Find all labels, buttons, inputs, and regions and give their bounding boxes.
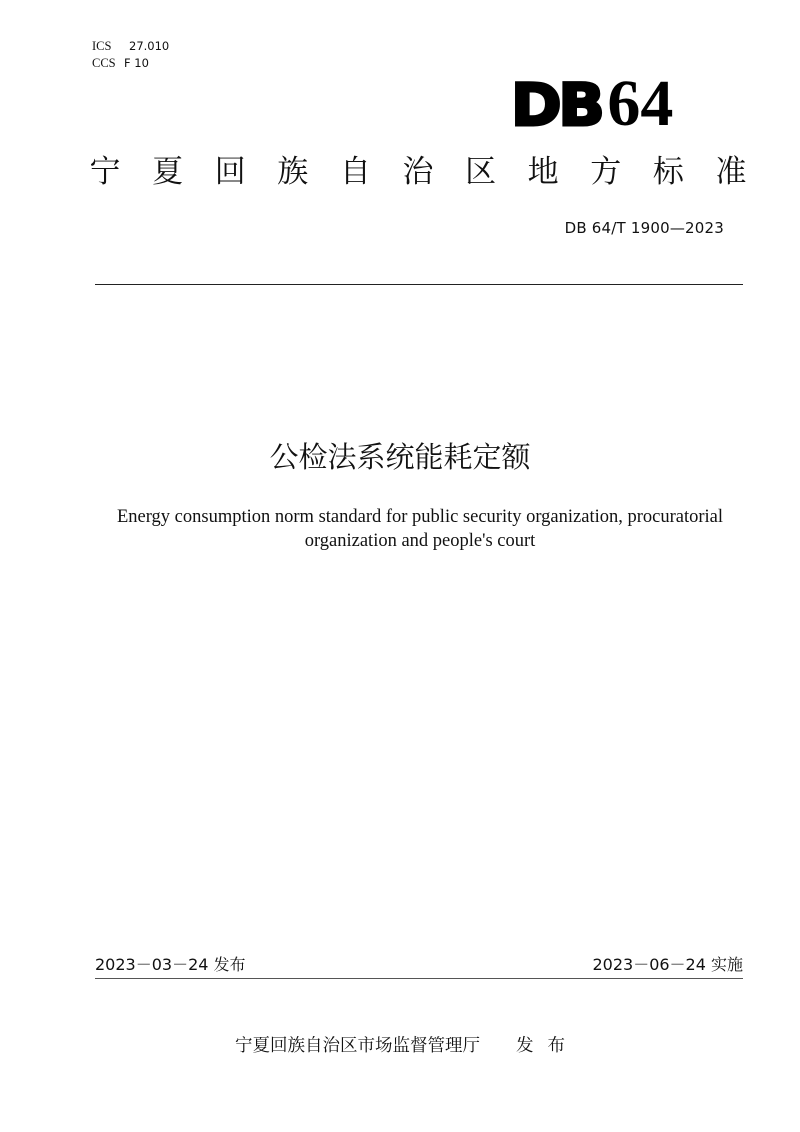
db64-logo: [511, 67, 674, 140]
ccs-value: F 10: [124, 56, 149, 70]
issuer-line: [0, 1034, 800, 1058]
ics-label: ICS: [92, 39, 112, 53]
issuer-action-char: 布: [547, 1036, 565, 1056]
classification-block: [92, 38, 169, 72]
title-char: 地: [527, 154, 559, 190]
title-char: 族: [277, 154, 309, 190]
logo-prefix: DB: [511, 71, 602, 139]
title-char: 准: [715, 154, 747, 190]
title-char: 方: [590, 154, 622, 190]
publish-date: 2023－03－24 发布: [95, 955, 246, 974]
title-char: 区: [465, 154, 497, 190]
ccs-row: [92, 55, 169, 72]
title-char: 治: [402, 154, 434, 190]
dates-row: [95, 954, 743, 976]
ics-row: [92, 38, 169, 55]
title-char: 宁: [89, 154, 121, 190]
ccs-label: CCS: [92, 56, 116, 70]
title-char: 自: [339, 154, 371, 190]
implement-date: 2023－06－24 实施: [592, 955, 743, 974]
title-char: 回: [214, 154, 246, 190]
header-divider: [95, 284, 743, 285]
document-title-cn: 公检法系统能耗定额: [269, 440, 531, 474]
ics-value: 27.010: [129, 39, 170, 53]
logo-number: 64: [607, 67, 674, 140]
standard-type-title: [88, 152, 748, 192]
title-char: 夏: [152, 154, 184, 190]
issuer-action: [516, 1036, 565, 1056]
footer-divider: [95, 978, 743, 979]
standard-code: DB 64/T 1900—2023: [564, 219, 724, 237]
document-title-en: Energy consumption norm standard for public security organization, procuratorial organization and people's court: [116, 507, 724, 551]
title-char: 标: [652, 154, 684, 190]
issuer-action-char: 发: [516, 1036, 534, 1056]
issuer-name: 宁夏回族自治区市场监督管理厅: [235, 1036, 480, 1056]
